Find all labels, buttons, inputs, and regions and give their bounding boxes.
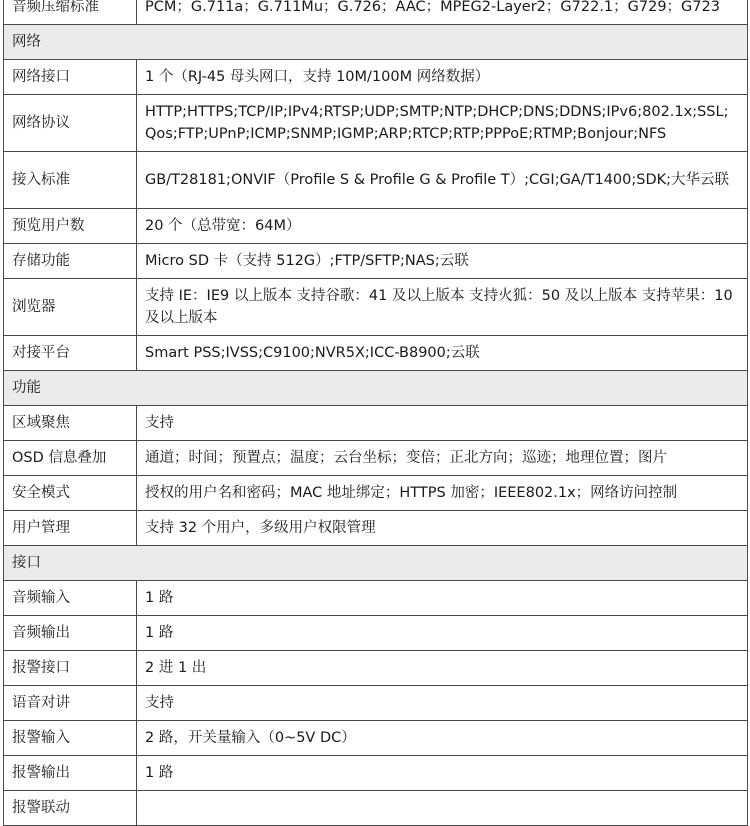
spec-value (137, 791, 748, 826)
section-header-row (4, 371, 748, 406)
spec-row (4, 756, 748, 791)
spec-label: 浏览器 (4, 279, 137, 336)
spec-table (3, 0, 748, 826)
spec-row (4, 95, 748, 152)
spec-label: 对接平台 (4, 336, 137, 371)
spec-value: 2 路，开关量输入（0~5V DC） (137, 721, 748, 756)
spec-label: 区域聚焦 (4, 406, 137, 441)
spec-row (4, 244, 748, 279)
spec-label: 语音对讲 (4, 686, 137, 721)
spec-row (4, 336, 748, 371)
section-title: 网络 (4, 25, 748, 60)
spec-value: 通道；时间；预置点；温度；云台坐标；变倍；正北方向；巡迹；地理位置；图片 (137, 441, 748, 476)
spec-label: 音频压缩标准 (4, 0, 137, 25)
spec-value: 支持 IE：IE9 以上版本 支持谷歌：41 及以上版本 支持火狐：50 及以上版本 支持苹果：10 及以上版本 (137, 279, 748, 336)
spec-row (4, 721, 748, 756)
spec-value: GB/T28181;ONVIF（Profile S & Profile G & Profile T）;CGI;GA/T1400;SDK;大华云联 (137, 152, 748, 209)
spec-value: 1 路 (137, 616, 748, 651)
spec-table-body (4, 0, 748, 826)
spec-label: 预览用户数 (4, 209, 137, 244)
spec-label: 音频输入 (4, 581, 137, 616)
spec-row (4, 581, 748, 616)
spec-row (4, 616, 748, 651)
spec-row (4, 686, 748, 721)
spec-label: 存储功能 (4, 244, 137, 279)
spec-value: 支持 (137, 406, 748, 441)
spec-value: 支持 (137, 686, 748, 721)
spec-value: 2 进 1 出 (137, 651, 748, 686)
spec-value: 支持 32 个用户，多级用户权限管理 (137, 511, 748, 546)
section-title: 功能 (4, 371, 748, 406)
spec-row (4, 511, 748, 546)
spec-row (4, 152, 748, 209)
spec-value: HTTP;HTTPS;TCP/IP;IPv4;RTSP;UDP;SMTP;NTP;DHCP;DNS;DDNS;IPv6;802.1x;SSL;Qos;FTP;UPnP;ICMP;SNMP;IGMP;ARP;RTCP;RTP;PPPoE;RTMP;Bonjour;NFS (137, 95, 748, 152)
spec-row (4, 791, 748, 826)
spec-value: 1 个（RJ-45 母头网口，支持 10M/100M 网络数据） (137, 60, 748, 95)
spec-row (4, 476, 748, 511)
spec-row (4, 279, 748, 336)
spec-row (4, 441, 748, 476)
section-header-row (4, 25, 748, 60)
spec-label: 安全模式 (4, 476, 137, 511)
spec-value: 20 个（总带宽：64M） (137, 209, 748, 244)
spec-label: OSD 信息叠加 (4, 441, 137, 476)
spec-label: 网络协议 (4, 95, 137, 152)
spec-label: 用户管理 (4, 511, 137, 546)
spec-value: Smart PSS;IVSS;C9100;NVR5X;ICC-B8900;云联 (137, 336, 748, 371)
spec-value: 1 路 (137, 756, 748, 791)
spec-label: 音频输出 (4, 616, 137, 651)
spec-row (4, 406, 748, 441)
spec-row (4, 0, 748, 25)
spec-label: 网络接口 (4, 60, 137, 95)
spec-label: 接入标准 (4, 152, 137, 209)
spec-value: Micro SD 卡（支持 512G）;FTP/SFTP;NAS;云联 (137, 244, 748, 279)
spec-label: 报警输入 (4, 721, 137, 756)
spec-row (4, 209, 748, 244)
spec-value: 1 路 (137, 581, 748, 616)
spec-label: 报警联动 (4, 791, 137, 826)
spec-row (4, 60, 748, 95)
spec-row (4, 651, 748, 686)
spec-value: 授权的用户名和密码；MAC 地址绑定；HTTPS 加密；IEEE802.1x；网络访问控制 (137, 476, 748, 511)
section-header-row (4, 546, 748, 581)
section-title: 接口 (4, 546, 748, 581)
spec-label: 报警输出 (4, 756, 137, 791)
spec-label: 报警接口 (4, 651, 137, 686)
spec-value: PCM；G.711a；G.711Mu；G.726；AAC；MPEG2-Layer2；G722.1；G729；G723 (137, 0, 748, 25)
